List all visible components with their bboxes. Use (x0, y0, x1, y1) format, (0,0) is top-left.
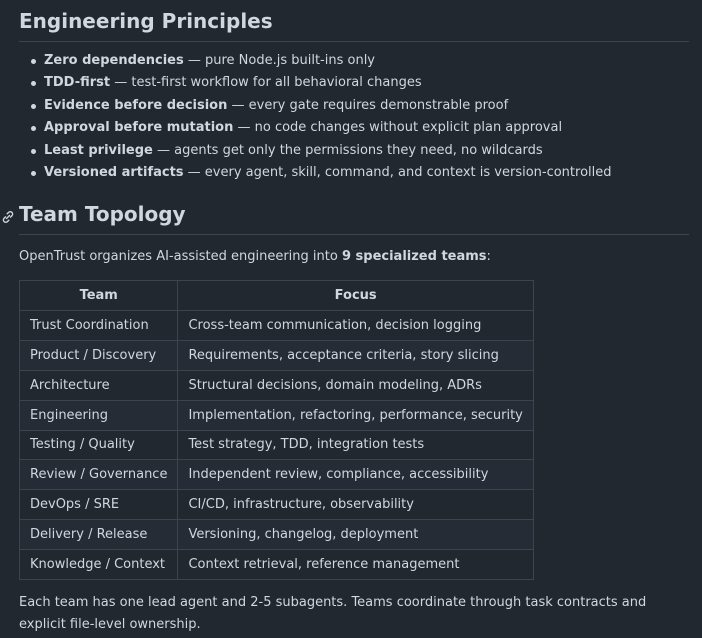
table-row (20, 311, 534, 341)
table-row (20, 549, 534, 579)
list-item-text: — every agent, skill, command, and context is version-controlled (183, 164, 612, 180)
table-row (20, 519, 534, 549)
focus-cell: Implementation, refactoring, performance, security (178, 400, 533, 430)
markdown-body (19, 0, 689, 636)
table-row (20, 490, 534, 520)
table-header-row (20, 281, 534, 311)
intro-strong: 9 specialized teams (341, 249, 487, 265)
list-item-strong: Evidence before decision (44, 97, 228, 113)
table-row (20, 430, 534, 460)
list-item-strong: TDD-first (44, 75, 111, 91)
team-cell: DevOps / SRE (20, 490, 178, 520)
link-icon[interactable] (0, 205, 16, 221)
list-item (44, 162, 689, 184)
column-header-focus: Focus (178, 281, 533, 311)
team-cell: Trust Coordination (20, 311, 178, 341)
topology-heading (19, 201, 689, 235)
table-row (20, 370, 534, 400)
list-item (44, 117, 689, 139)
list-item-text: — test-first workflow for all behavioral changes (110, 75, 422, 91)
focus-cell: Cross-team communication, decision logging (178, 311, 533, 341)
focus-cell: CI/CD, infrastructure, observability (178, 490, 533, 520)
intro-suffix: : (486, 249, 491, 265)
team-cell: Delivery / Release (20, 519, 178, 549)
topology-outro: Each team has one lead agent and 2-5 subagents. Teams coordinate through task contracts and explicit file-level ownership. (19, 594, 647, 632)
topology-intro (19, 246, 689, 268)
focus-cell: Test strategy, TDD, integration tests (178, 430, 533, 460)
team-cell: Knowledge / Context (20, 549, 178, 579)
team-cell: Architecture (20, 370, 178, 400)
list-item (44, 72, 689, 94)
table-row (20, 341, 534, 371)
team-cell: Testing / Quality (20, 430, 178, 460)
list-item (44, 95, 689, 117)
list-item (44, 50, 689, 72)
principles-heading: Engineering Principles (19, 0, 689, 42)
focus-cell: Structural decisions, domain modeling, ADRs (178, 370, 533, 400)
intro-prefix: OpenTrust organizes AI-assisted engineering into (19, 249, 342, 265)
table-row (20, 400, 534, 430)
focus-cell: Independent review, compliance, accessibility (178, 460, 533, 490)
list-item-text: — no code changes without explicit plan approval (233, 120, 563, 136)
list-item-text: — every gate requires demonstrable proof (227, 97, 509, 113)
team-cell: Product / Discovery (20, 341, 178, 371)
team-cell: Review / Governance (20, 460, 178, 490)
focus-cell: Context retrieval, reference management (178, 549, 533, 579)
list-item-strong: Approval before mutation (44, 120, 234, 136)
list-item-strong: Versioned artifacts (44, 164, 184, 180)
list-item-text: — agents get only the permissions they need, no wildcards (152, 142, 543, 158)
team-table (19, 280, 534, 579)
focus-cell: Versioning, changelog, deployment (178, 519, 533, 549)
focus-cell: Requirements, acceptance criteria, story slicing (178, 341, 533, 371)
list-item-text: — pure Node.js built-ins only (183, 53, 375, 68)
principles-list (19, 50, 689, 184)
team-cell: Engineering (20, 400, 178, 430)
list-item-strong: Zero dependencies (44, 53, 184, 68)
table-row (20, 460, 534, 490)
list-item-strong: Least privilege (44, 142, 153, 158)
topology-heading-text: Team Topology (19, 202, 186, 227)
list-item (44, 140, 689, 162)
column-header-team: Team (20, 281, 178, 311)
